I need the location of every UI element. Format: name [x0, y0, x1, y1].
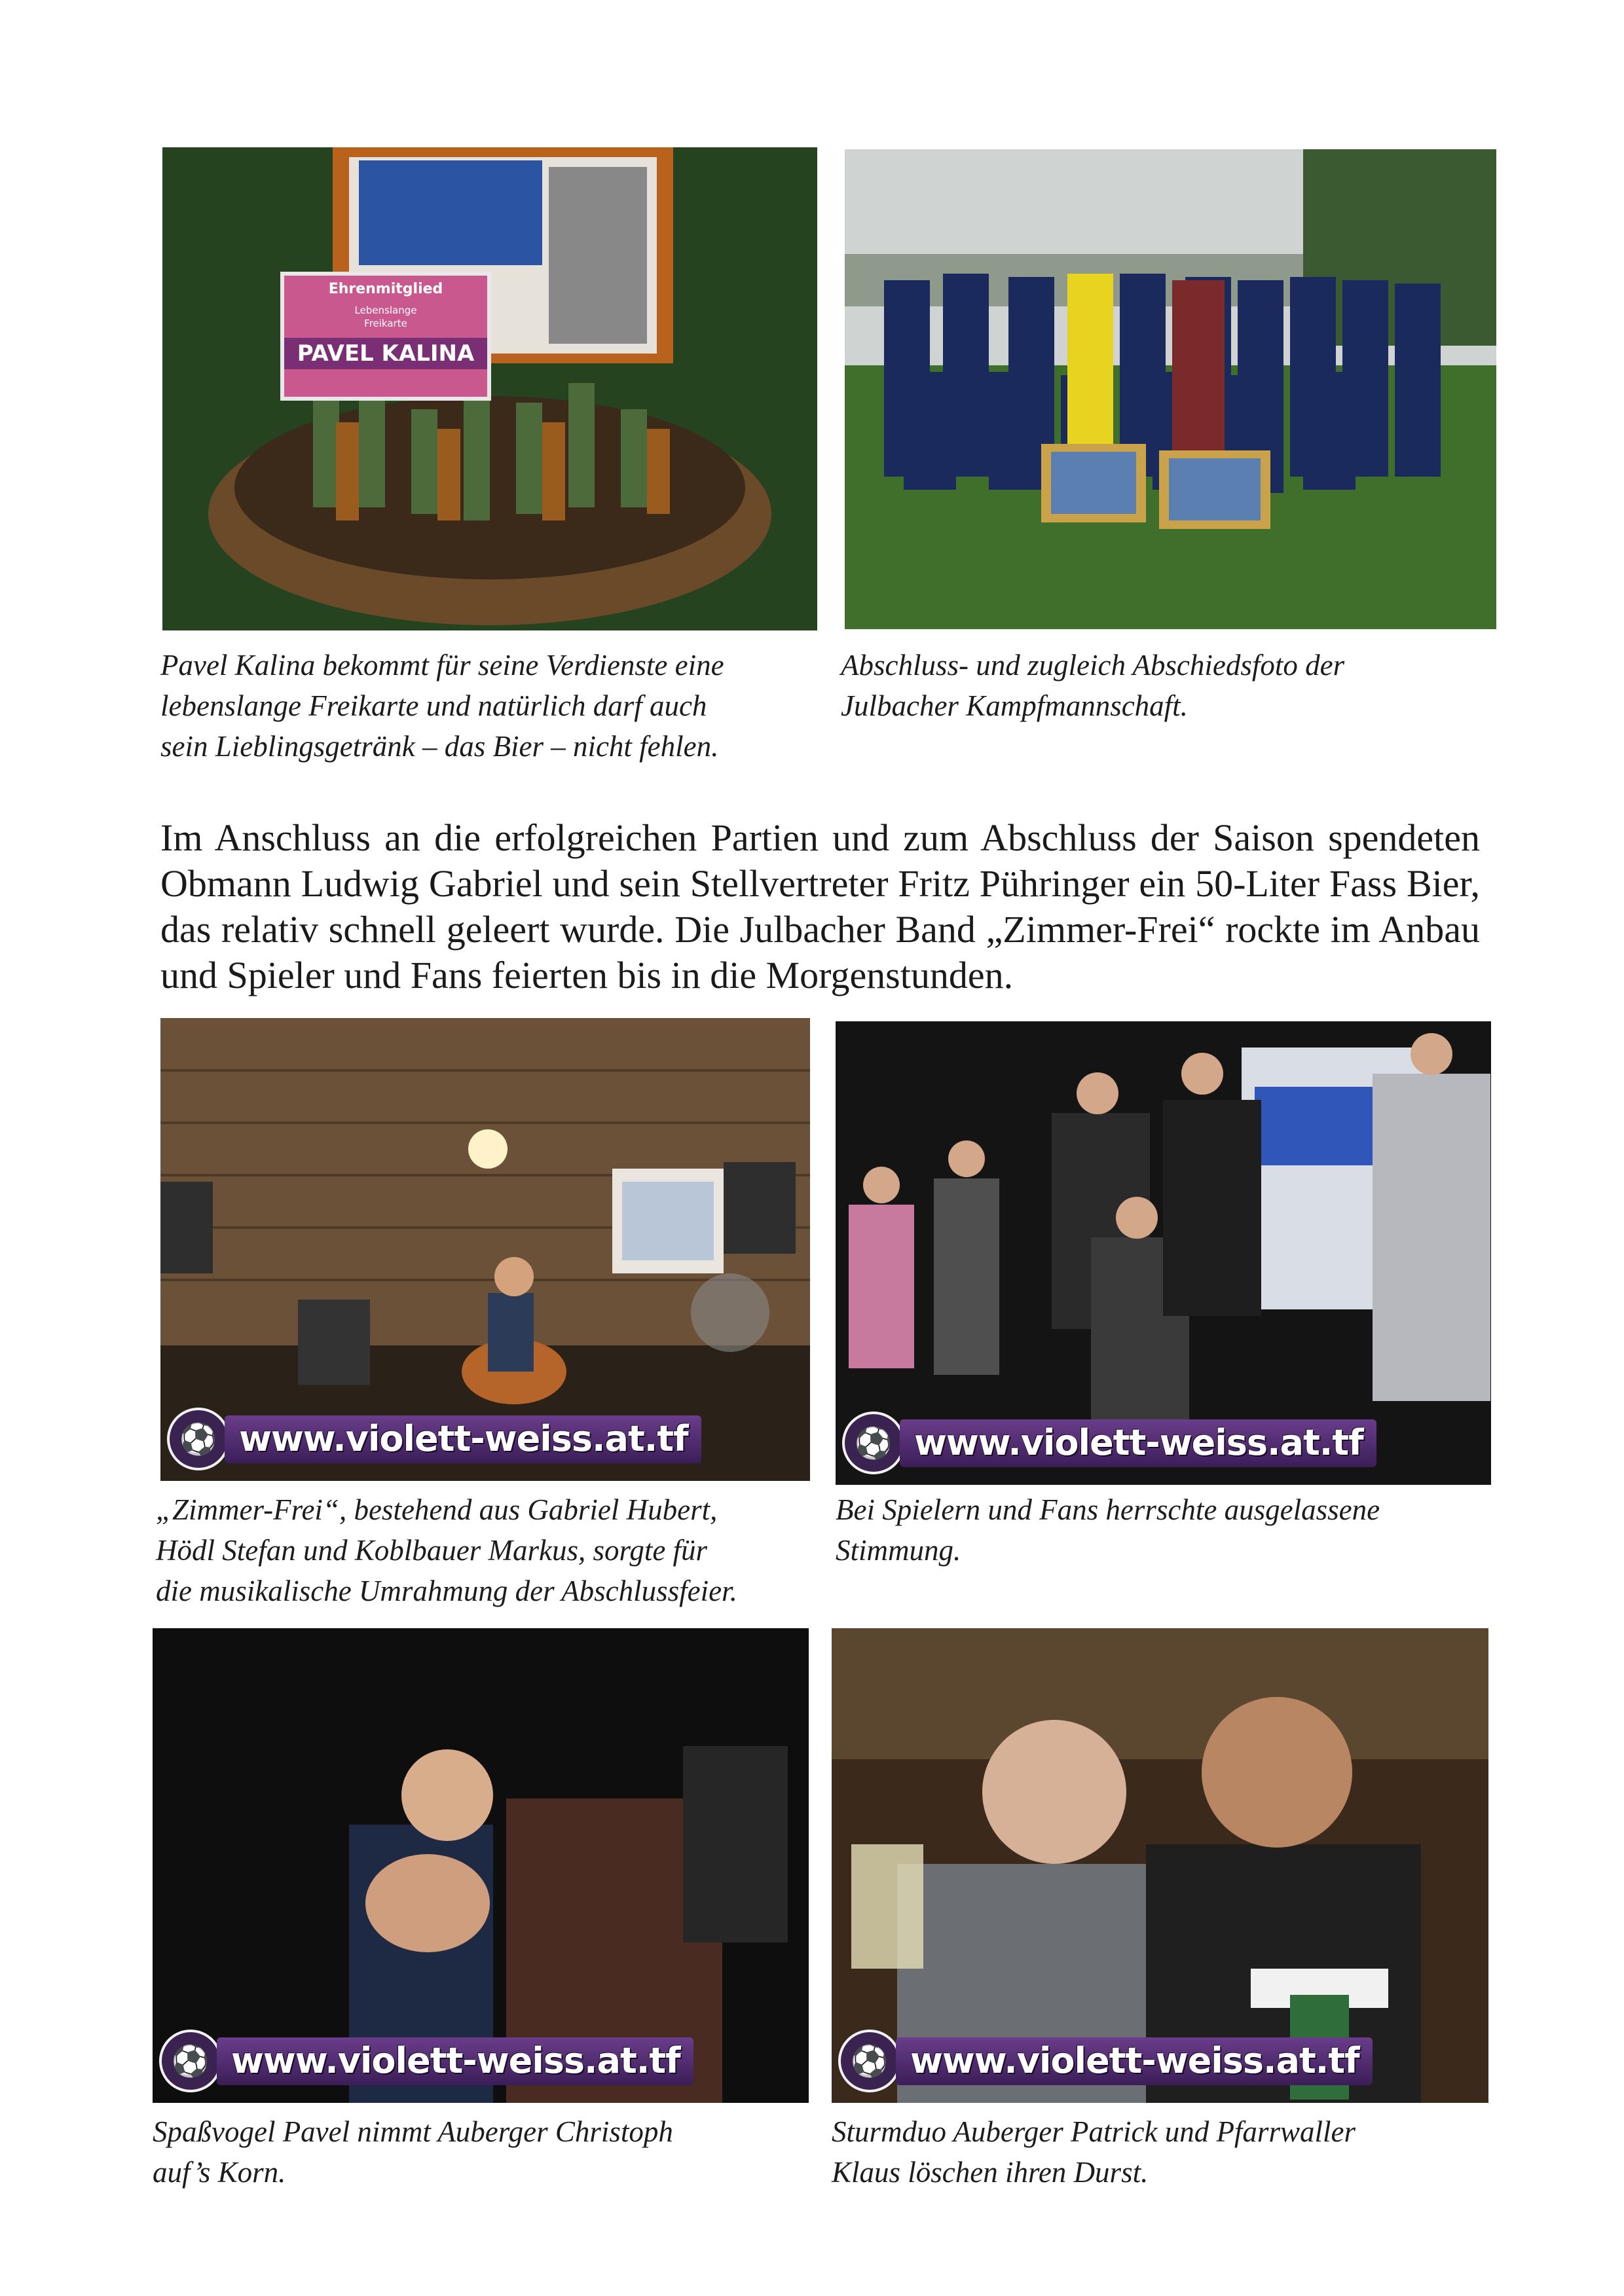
caption-line: Sturmduo Auberger Patrick und Pfarrwaller — [832, 2115, 1356, 2148]
caption-line: Bei Spielern und Fans herrschte ausgelassene — [836, 1493, 1380, 1526]
photo-honorary-member-beer-basket — [162, 147, 817, 630]
caption-line: Klaus löschen ihren Durst. — [832, 2156, 1149, 2189]
club-logo-icon: ⚽ — [838, 2030, 901, 2092]
sign-title: Ehrenmitglied — [328, 281, 443, 297]
honorary-member-sign — [280, 272, 491, 401]
caption-players-fans — [836, 1489, 1490, 1571]
caption-line: sein Lieblingsgetränk – das Bier – nicht fehlen. — [160, 730, 719, 763]
caption-pavel-christoph — [153, 2111, 814, 2193]
sign-subtitle-line-2: Freikarte — [364, 318, 407, 329]
watermark — [167, 1408, 701, 1470]
caption-line: „Zimmer-Frei“, bestehend aus Gabriel Hubert, — [156, 1493, 718, 1526]
team-photo-image — [845, 149, 1496, 629]
sign-subtitle — [284, 304, 487, 330]
club-logo-icon: ⚽ — [167, 1408, 230, 1470]
caption-line: Spaßvogel Pavel nimmt Auberger Christoph — [153, 2115, 673, 2148]
caption-line: lebenslange Freikarte und natürlich darf auch — [160, 689, 707, 722]
watermark — [842, 1412, 1376, 1474]
caption-line: Stimmung. — [836, 1534, 961, 1567]
caption-band — [156, 1489, 824, 1611]
photo-band-zimmer-frei — [160, 1018, 810, 1481]
watermark-url: www.violett-weiss.at.tf — [900, 1419, 1376, 1467]
caption-honorary-member — [160, 645, 822, 767]
photo-team-farewell — [845, 149, 1496, 629]
club-logo-icon: ⚽ — [159, 2030, 222, 2092]
caption-line: Hödl Stefan und Koblbauer Markus, sorgte für — [156, 1534, 708, 1567]
article-paragraph: Im Anschluss an die erfolgreichen Partien und zum Abschluss der Saison spendeten Obmann Ludwig Gabriel und sein Stellvertreter Fritz Pühringer ein 50-Liter Fass Bier, das relativ schnell geleert wurde. Die Julbacher Band „Zimmer-Frei“ rockte im Anbau und Spieler und Fans feierten bis in die Morgenstunden. — [160, 816, 1480, 996]
caption-line: Abschluss- und zugleich Abschiedsfoto der — [841, 649, 1345, 682]
caption-team-farewell — [841, 645, 1496, 726]
watermark-url: www.violett-weiss.at.tf — [896, 2037, 1373, 2085]
photo-strike-duo — [832, 1628, 1488, 2103]
watermark — [838, 2030, 1373, 2092]
caption-strike-duo — [832, 2111, 1486, 2193]
caption-line: auf’s Korn. — [153, 2156, 286, 2189]
caption-line: Pavel Kalina bekommt für seine Verdienste eine — [160, 649, 724, 682]
watermark — [159, 2030, 693, 2092]
sign-subtitle-line-1: Lebenslange — [354, 304, 417, 316]
watermark-url: www.violett-weiss.at.tf — [217, 2037, 693, 2085]
caption-line: Julbacher Kampfmannschaft. — [841, 689, 1188, 722]
photo-pavel-christoph — [153, 1628, 809, 2103]
sign-name: PAVEL KALINA — [284, 338, 487, 369]
watermark-url: www.violett-weiss.at.tf — [225, 1415, 701, 1463]
caption-line: die musikalische Umrahmung der Abschlussfeier. — [156, 1575, 737, 1607]
club-logo-icon: ⚽ — [842, 1412, 905, 1474]
photo-players-and-fans — [836, 1021, 1491, 1485]
